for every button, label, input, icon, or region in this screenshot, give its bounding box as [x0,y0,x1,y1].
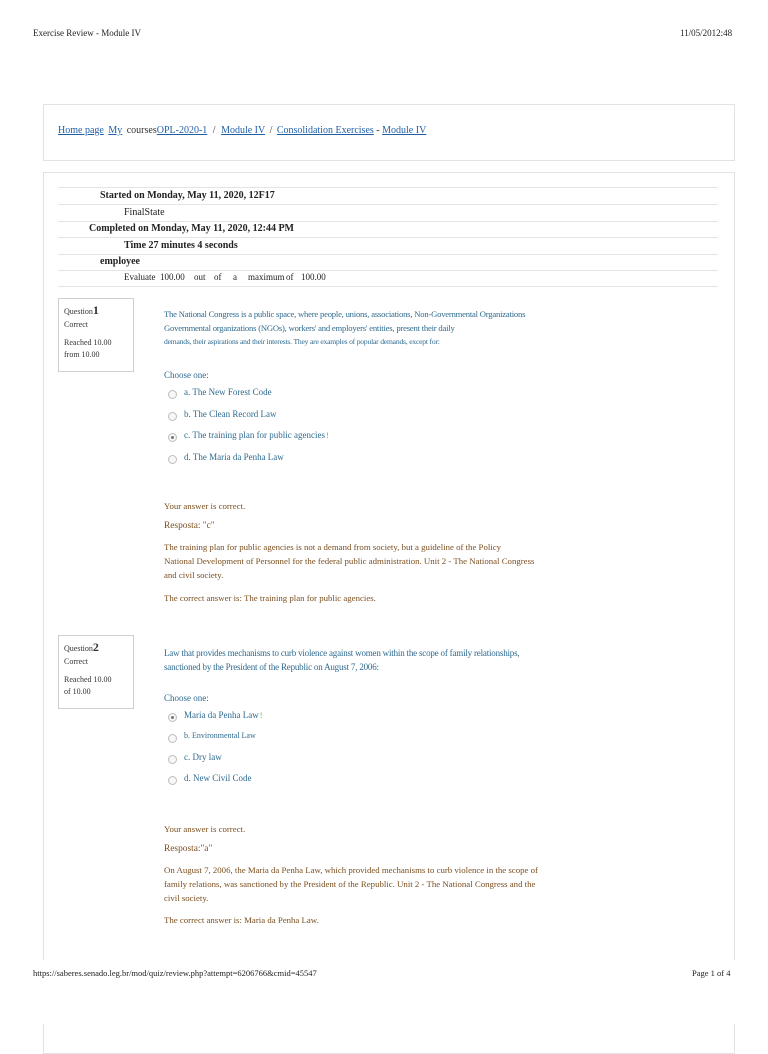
breadcrumb-container [43,104,735,161]
option-label: a. The New Forest Code [184,387,272,397]
print-footer-url: https://saberes.senado.leg.br/mod/quiz/review.php?attempt=6206766&cmid=45547 [33,968,317,978]
correct-check-icon: ! [326,431,329,440]
question-status-1: Correct [64,320,88,329]
resposta-1: Resposta: "c" [164,521,215,531]
breadcrumb-separator: / [269,125,273,136]
question-text-line: demands, their aspirations and their interests. They are examples of popular demands, except for: [164,337,440,346]
explanation-1 [164,540,584,582]
breadcrumb [58,125,512,136]
resposta-2: Resposta:"a" [164,844,213,854]
question-status-2: Correct [64,657,88,666]
question-marks-1 [64,337,112,361]
radio-button[interactable] [168,455,177,464]
option-label [184,430,329,440]
explanation-line: On August 7, 2006, the Maria da Penha Law, which provided mechanisms to curb violence in the scope of [164,865,538,875]
summary-evaluate-label: Evaluate [124,272,156,282]
marks-max: of 10.00 [64,687,91,696]
summary-state: FinalState [124,207,165,218]
breadcrumb-home-link[interactable]: Home page [58,125,104,136]
option-label: b. The Clean Record Law [184,409,277,419]
explanation-line: family relations, was sanctioned by the President of the Republic. Unit 2 - The National Congress and the [164,879,536,889]
question-number-1 [64,303,99,318]
question-number-value: 2 [92,640,99,654]
question-text-line: sanctioned by the President of the Republic on August 7, 2006: [164,662,379,672]
summary-score: 100.00 [160,272,185,282]
summary-max: 100.00 [301,272,326,282]
correct-answer-1: The correct answer is: The training plan for public agencies. [164,593,376,603]
breadcrumb-courses-label: courses [126,125,157,136]
summary-started: Started on Monday, May 11, 2020, 12F17 [100,190,275,201]
marks-reached: Reached 10.00 [64,338,112,347]
question-text-line: The National Congress is a public space, where people, unions, associations, Non-Governmental Organizations [164,309,526,319]
radio-button[interactable] [168,412,177,421]
question-text-line: Law that provides mechanisms to curb violence against women within the scope of family relationships, [164,648,520,658]
question-number-2 [64,640,99,655]
print-footer-page: Page 1 of 4 [692,968,731,978]
breadcrumb-exercise-link[interactable]: Consolidation Exercises [276,125,374,136]
summary-row-completed [58,221,718,238]
option-label [184,710,262,720]
question-marks-2 [64,674,112,698]
breadcrumb-module-link[interactable]: Module IV [221,125,266,136]
explanation-line: National Development of Personnel for the federal public administration. Unit 2 - The National Congress [164,556,535,566]
choose-one-label-1: Choose one: [164,370,209,380]
choose-one-label-2: Choose one: [164,693,209,703]
feedback-correct-2: Your answer is correct. [164,824,246,834]
print-header-datetime: 11/05/2012:48 [680,28,733,38]
radio-button[interactable] [168,734,177,743]
marks-reached: Reached 10.00 [64,675,112,684]
summary-row-grade [58,270,718,287]
explanation-line: civil society. [164,893,209,903]
radio-button[interactable] [168,755,177,764]
summary-row-time [58,238,718,255]
correct-answer-2: The correct answer is: Maria da Penha Law. [164,915,319,925]
option-label: d. New Civil Code [184,773,252,783]
summary-row-state [58,205,718,222]
print-header-title: Exercise Review - Module IV [33,28,141,38]
breadcrumb-separator: / [212,125,216,136]
correct-check-icon: ! [259,711,263,720]
option-label: c. Dry law [184,752,222,762]
marks-max: from 10.00 [64,350,100,359]
question-text-line: Governmental organizations (NGOs), workers' and employers' entities, present their daily [164,323,455,333]
question-label: Question [64,644,93,653]
question-text-2 [164,646,584,674]
breadcrumb-dash: - [376,125,380,136]
breadcrumb-course-link[interactable]: OPL-2020-1 [156,125,208,136]
radio-button-selected[interactable] [168,713,177,722]
explanation-2 [164,863,594,905]
feedback-correct-1: Your answer is correct. [164,501,246,511]
breadcrumb-my-link[interactable]: My [108,125,123,136]
summary-employee: employee [100,256,140,267]
summary-word-of2: of [286,272,294,282]
question-label: Question [64,307,93,316]
option-label: b. Environmental Law [184,731,256,740]
summary-word-of: of [214,272,222,282]
summary-time: Time 27 minutes 4 seconds [124,240,238,251]
radio-button[interactable] [168,776,177,785]
breadcrumb-exercise-module-link[interactable]: Module IV [382,125,427,136]
summary-row-employee [58,254,718,271]
radio-button[interactable] [168,390,177,399]
summary-completed: Completed on Monday, May 11, 2020, 12:44 PM [89,223,294,234]
explanation-line: The training plan for public agencies is not a demand from society, but a guideline of the Policy [164,542,502,552]
explanation-line: and civil society. [164,570,224,580]
question-number-value: 1 [92,303,99,317]
summary-word-a: a [233,272,237,282]
radio-button-selected[interactable] [168,433,177,442]
summary-word-maximum: maximum [248,272,285,282]
question-text-1 [164,307,564,349]
option-text: Maria da Penha Law [184,710,259,720]
question-info-1 [58,298,134,372]
option-text: c. The training plan for public agencies [184,430,326,440]
question-info-2 [58,635,134,709]
summary-word-out: out [194,272,206,282]
summary-row-started [58,188,718,205]
option-label: d. The Maria da Penha Law [184,452,284,462]
